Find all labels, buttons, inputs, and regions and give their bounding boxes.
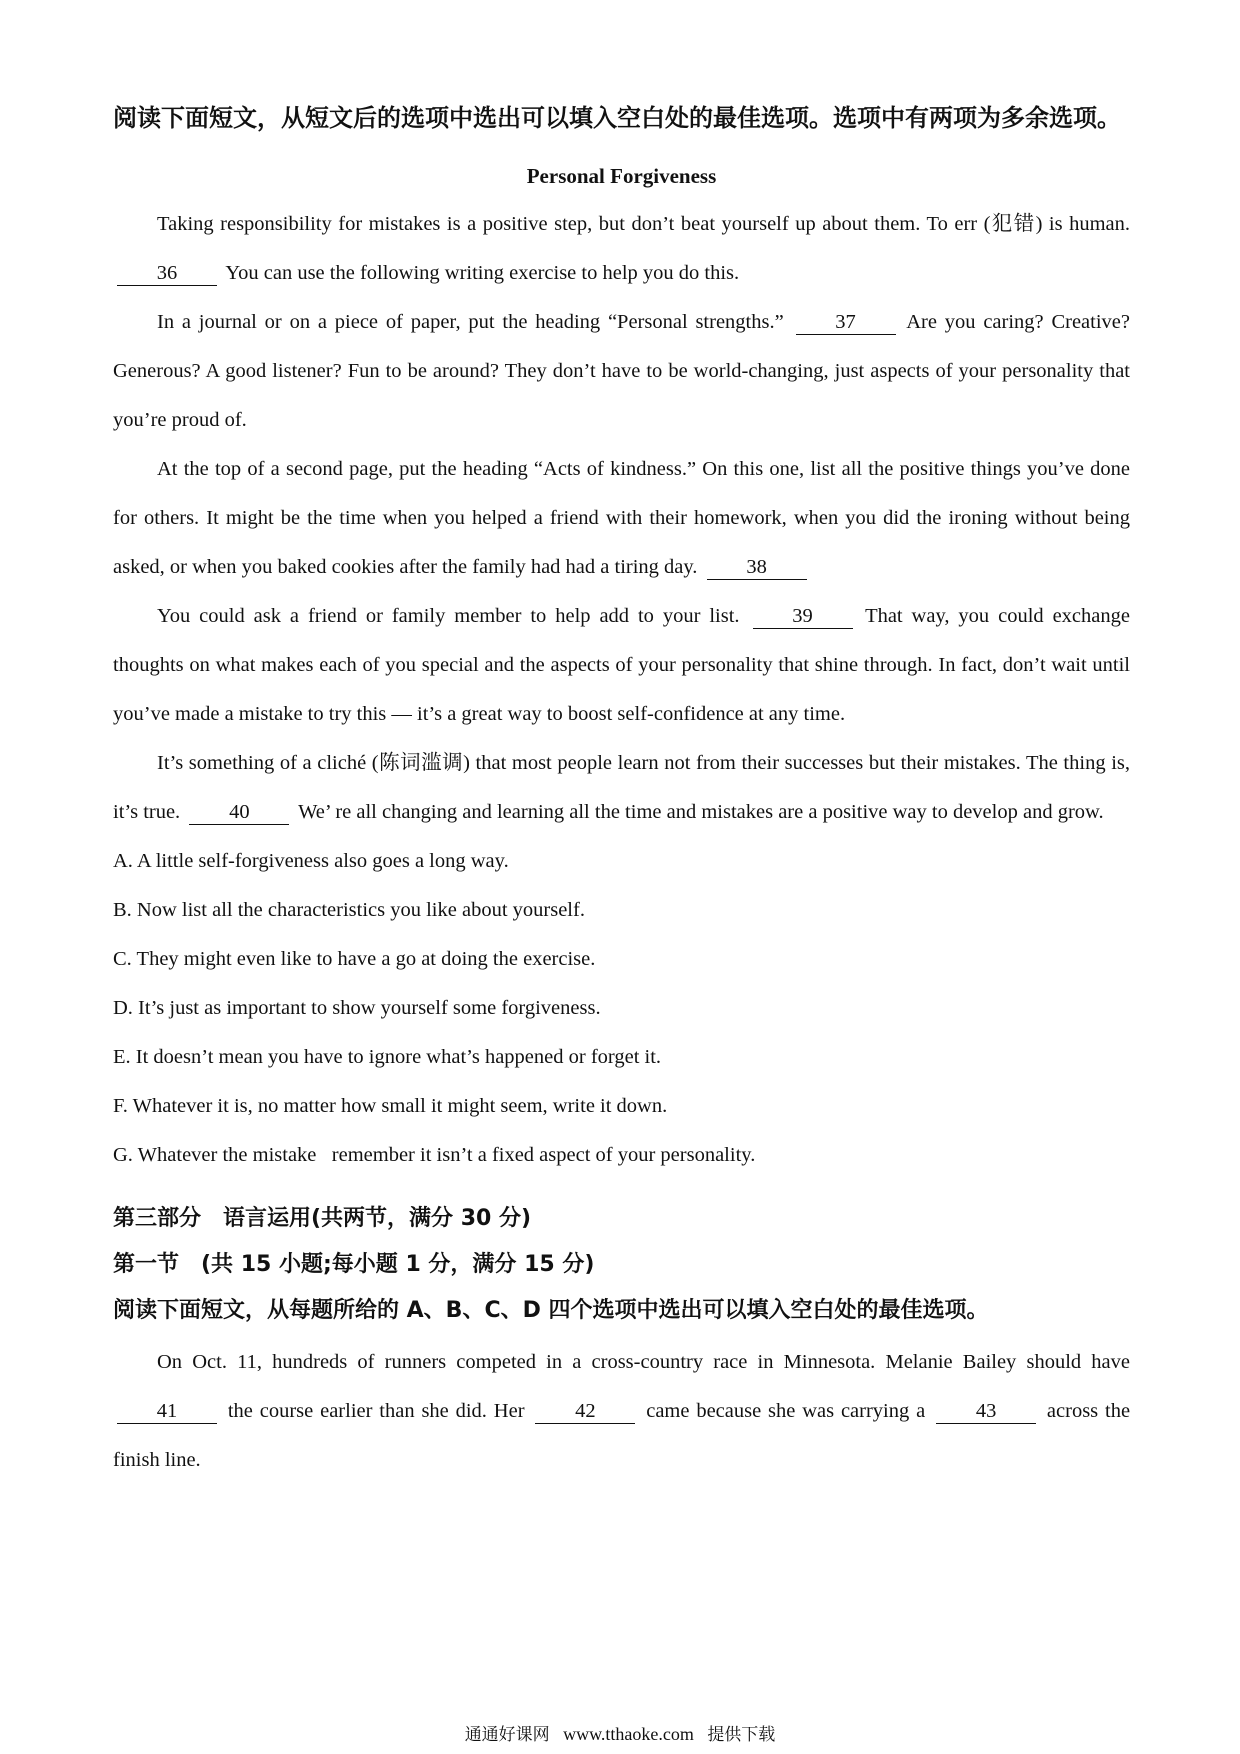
paragraph-text: At the top of a second page, put the heading “Acts of kindness.” On this one, list all the positive things you’ve done for others. It might be the time when you helped a friend with their homework, when you did the ironing without being asked, or when you baked cookies after the family had had a tiring day.	[113, 458, 1130, 578]
passage-paragraph-3	[113, 445, 1130, 592]
option-a: A. A little self-forgiveness also goes a long way.	[113, 850, 509, 872]
blank-42: 42	[535, 1400, 635, 1424]
blank-39: 39	[753, 605, 853, 629]
paragraph-text: came because she was carrying a	[646, 1400, 926, 1422]
paragraph-text: You can use the following writing exercise to help you do this.	[225, 262, 740, 284]
option-c: C. They might even like to have a go at doing the exercise.	[113, 948, 596, 970]
blank-41: 41	[117, 1400, 217, 1424]
paragraph-text: On Oct. 11, hundreds of runners competed in a cross-country race in Minnesota. Melanie Bailey should have	[157, 1351, 1130, 1373]
footer-url-link[interactable]: www.tthaoke.com	[563, 1724, 694, 1744]
paragraph-text: Are you caring? Creative? Generous? A good listener? Fun to be around? They don’t have to be world-changing, just aspects of your personality that you’re proud of.	[113, 311, 1130, 431]
option-g: G. Whatever the mistake remember it isn’t a fixed aspect of your personality.	[113, 1144, 756, 1166]
paragraph-text: You could ask a friend or family member to help add to your list.	[157, 605, 740, 627]
reading-instructions: 阅读下面短文，从短文后的选项中选出可以填入空白处的最佳选项。选项中有两项为多余选项。	[113, 104, 1121, 132]
passage-paragraph-5	[113, 739, 1130, 837]
paragraph-text: It’s something of a cliché (陈词滥调) that most people learn not from their successes but their mistakes. The thing is, it’s true.	[113, 752, 1130, 823]
paragraph-text: We’ re all changing and learning all the time and mistakes are a positive way to develop and grow.	[298, 801, 1104, 823]
document-page	[113, 92, 1130, 1485]
paragraph-text: That way, you could exchange thoughts on what makes each of you special and the aspects of your personality that shine through. In fact, don’t wait until you’ve made a mistake to try this — it’s a great way to boost self-confidence at any time.	[113, 605, 1130, 725]
footer-site-name: 通通好课网	[464, 1725, 550, 1745]
passage-paragraph-2	[113, 298, 1130, 445]
passage-paragraph-1	[113, 200, 1130, 298]
option-e: E. It doesn’t mean you have to ignore what’s happened or forget it.	[113, 1046, 662, 1068]
blank-40: 40	[189, 801, 289, 825]
paragraph-text: In a journal or on a piece of paper, put the heading “Personal strengths.”	[157, 311, 784, 333]
option-f: F. Whatever it is, no matter how small it might seem, write it down.	[113, 1095, 668, 1117]
blank-37: 37	[796, 311, 896, 335]
passage-paragraph-4	[113, 592, 1130, 739]
paragraph-text: the course earlier than she did. Her	[227, 1400, 525, 1422]
paragraph-text: across the finish line.	[113, 1400, 1131, 1471]
page-footer	[0, 1720, 1240, 1745]
blank-36: 36	[117, 262, 217, 286]
section-heading: 第三部分 语言运用(共两节，满分 30 分)	[113, 1206, 532, 1231]
blank-43: 43	[936, 1400, 1036, 1424]
footer-provider-text: 提供下载	[707, 1725, 776, 1745]
option-b: B. Now list all the characteristics you like about yourself.	[113, 899, 585, 921]
section-instructions: 阅读下面短文，从每题所给的 A、B、C、D 四个选项中选出可以填入空白处的最佳选项。	[113, 1298, 989, 1323]
passage-title: Personal Forgiveness	[526, 164, 717, 188]
option-d: D. It’s just as important to show yourself some forgiveness.	[113, 997, 601, 1019]
section-subheading: 第一节 (共 15 小题;每小题 1 分，满分 15 分)	[113, 1252, 595, 1277]
blank-38: 38	[707, 556, 807, 580]
paragraph-text: Taking responsibility for mistakes is a positive step, but don’t beat yourself up about them. To err (犯错) is human.	[157, 213, 1130, 235]
answer-options	[113, 837, 1130, 1180]
cloze-paragraph-1	[113, 1338, 1130, 1485]
